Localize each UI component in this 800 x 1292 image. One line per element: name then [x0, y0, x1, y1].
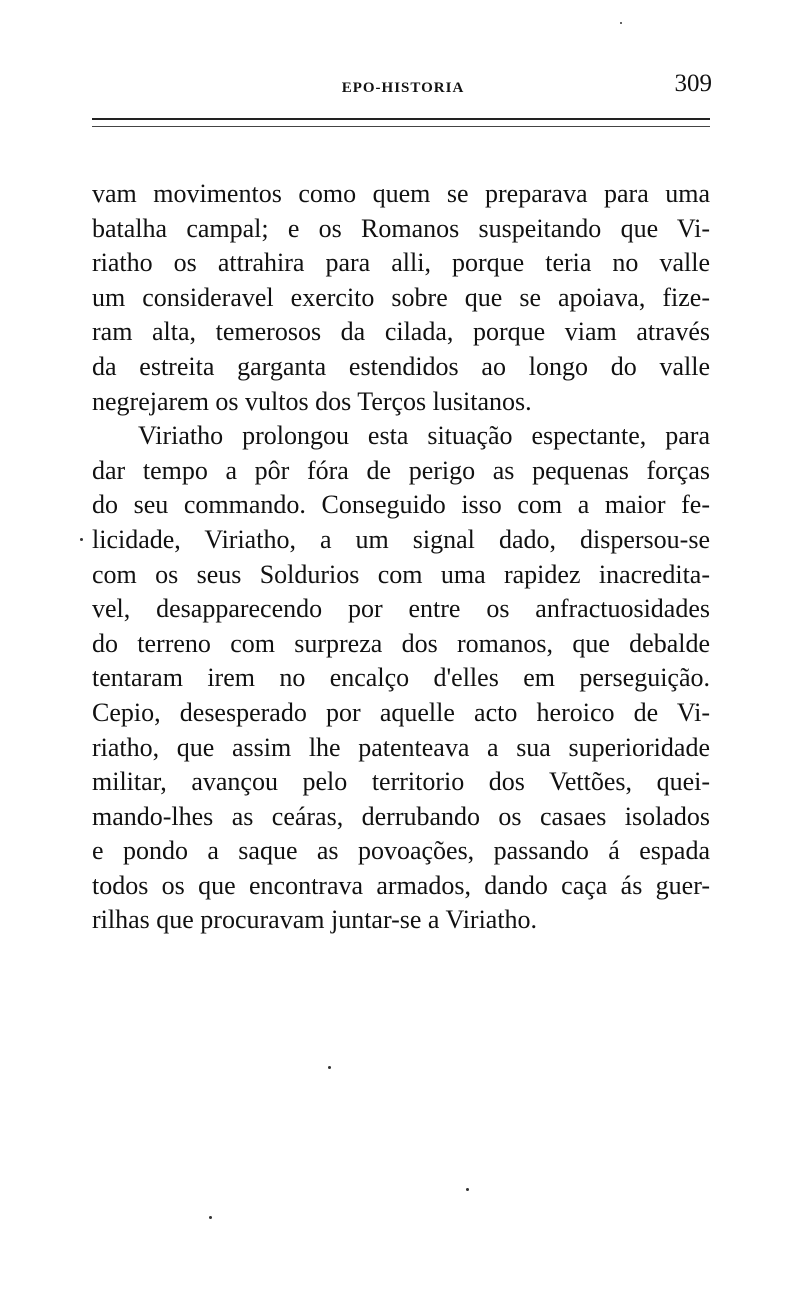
text-line: vel, desapparecendo por entre os anfractuosidades — [92, 594, 710, 624]
print-speck — [466, 1188, 469, 1191]
text-line: do terreno com surpreza dos romanos, que debalde — [92, 628, 710, 658]
print-speck — [80, 538, 83, 541]
text-line: tentaram irem no encalço d'elles em perseguição. — [92, 663, 710, 693]
text-line: vam movimentos como quem se preparava para uma — [92, 179, 710, 208]
text-line: rilhas que procuravam juntar-se a Viriatho. — [92, 905, 538, 935]
header-rule-thin — [92, 126, 710, 127]
paragraph — [92, 177, 710, 419]
text-line: e pondo a saque as povoações, passando á espada — [92, 836, 710, 866]
text-line: batalha campal; e os Romanos suspeitando que Vi- — [92, 213, 710, 243]
header-rule — [92, 118, 710, 120]
text-line: Cepio, desesperado por aquelle acto heroico de Vi- — [92, 697, 710, 727]
text-line: riatho os attrahira para alli, porque teria no valle — [92, 248, 710, 278]
print-speck — [209, 1216, 212, 1219]
text-line: licidade, Viriatho, a um signal dado, dispersou-se — [92, 524, 710, 554]
text-line: Viriatho prolongou esta situação espectante, para — [138, 421, 710, 451]
text-line: do seu commando. Conseguido isso com a maior fe- — [92, 490, 710, 520]
text-line: negrejarem os vultos dos Terços lusitanos. — [92, 386, 532, 416]
running-title: EPO-HISTORIA — [341, 80, 465, 96]
text-line: todos os que encontrava armados, dando caça ás guer- — [92, 870, 710, 900]
page-number: 309 — [674, 70, 712, 97]
body-text — [92, 177, 710, 938]
text-line: um consideravel exercito sobre que se apoiava, fize- — [92, 282, 710, 312]
text-line: dar tempo a pôr fóra de perigo as pequenas forças — [92, 455, 710, 485]
text-line: militar, avançou pelo territorio dos Vettões, quei- — [92, 767, 710, 797]
print-speck — [328, 1066, 331, 1069]
text-line: mando-lhes as ceáras, derrubando os casaes isolados — [92, 801, 710, 831]
text-line: riatho, que assim lhe patenteava a sua superioridade — [92, 732, 710, 762]
text-line: ram alta, temerosos da cilada, porque viam através — [92, 317, 710, 347]
paragraph — [92, 419, 710, 938]
text-line: com os seus Soldurios com uma rapidez inacredita- — [92, 559, 710, 589]
text-line: da estreita garganta estendidos ao longo do valle — [92, 351, 710, 381]
print-speck — [620, 22, 622, 24]
